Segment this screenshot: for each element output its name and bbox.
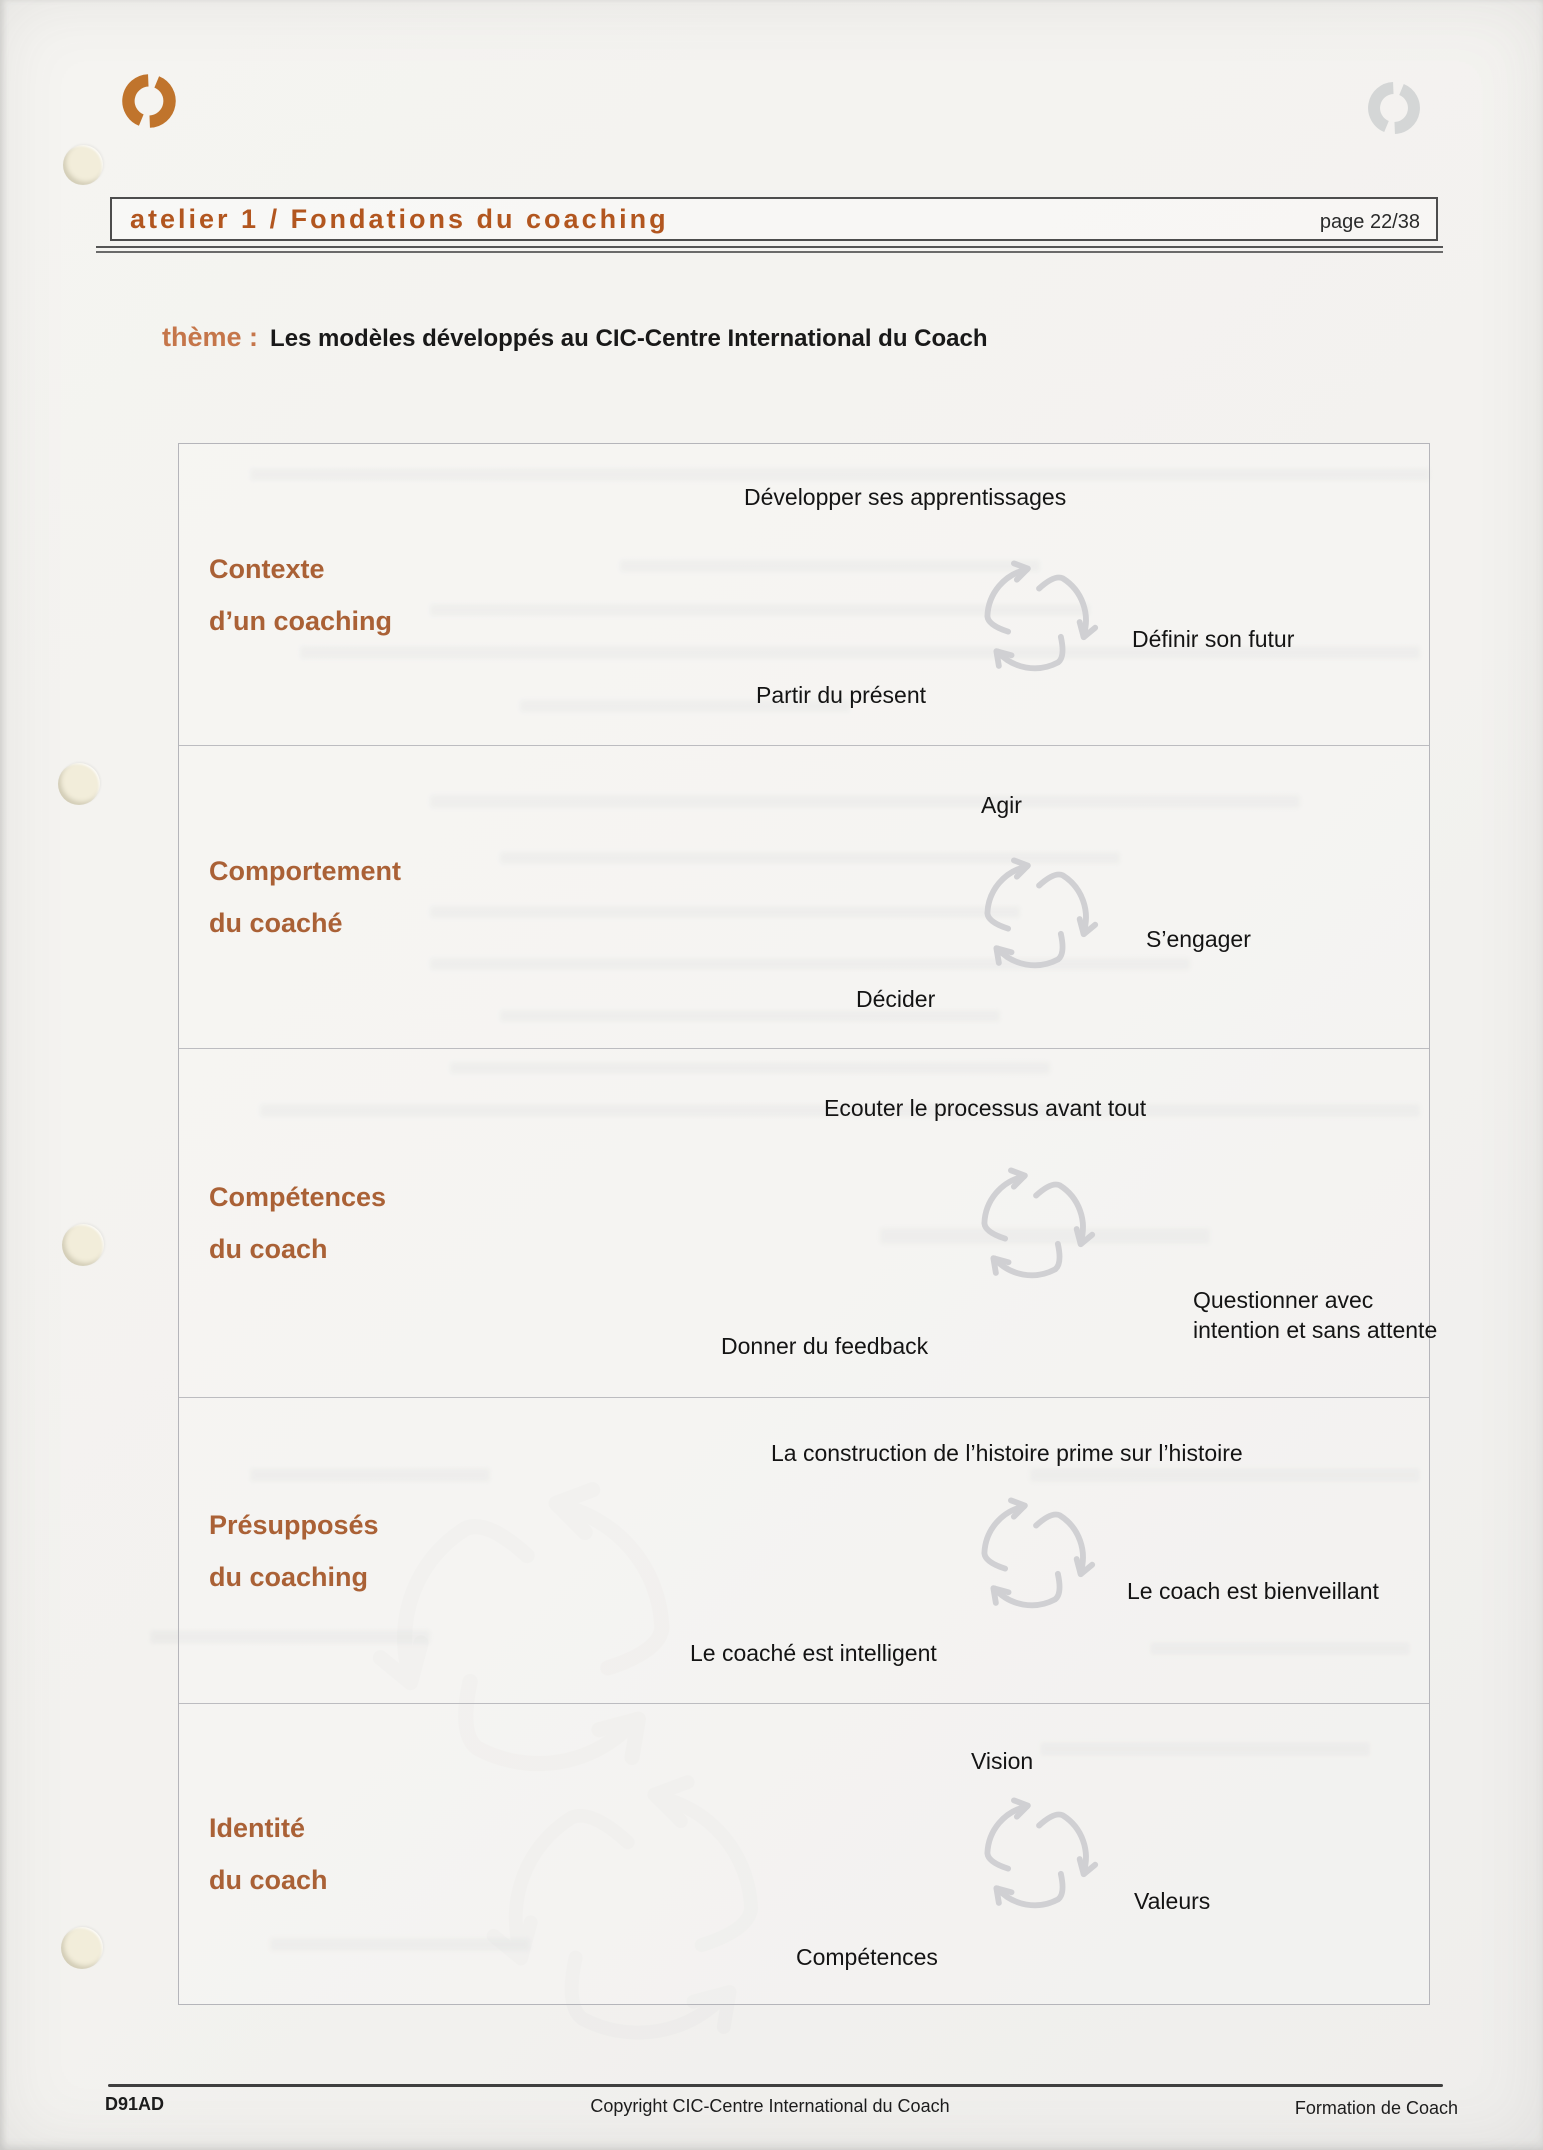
punch-hole (63, 145, 103, 185)
table-row-competences (179, 1049, 1438, 1398)
punch-hole (61, 1927, 103, 1969)
section-heading-line2: du coach (209, 1234, 328, 1264)
cycle-label-bottom: Donner du feedback (721, 1333, 929, 1359)
table-row-presupposes (179, 1398, 1429, 1704)
section-heading (179, 444, 519, 745)
cycle-label-right: Définir son futur (1132, 626, 1295, 652)
table-row-contexte (179, 444, 1429, 746)
section-heading-line2: d’un coaching (209, 605, 393, 636)
section-heading (179, 1398, 519, 1703)
workshop-header-bar (110, 197, 1438, 241)
cycle-label-right: Valeurs (1134, 1888, 1211, 1914)
models-table (178, 443, 1438, 2005)
section-heading (179, 746, 519, 1048)
cycle-arrows-icon (946, 1766, 1126, 1946)
cic-broken-circle-logo-icon (116, 68, 182, 134)
theme-line (162, 322, 988, 353)
cycle-label-top: Agir (981, 792, 1022, 818)
footer-copyright: Copyright CIC-Centre International du Coach (590, 2096, 950, 2116)
punch-hole (62, 1224, 104, 1266)
footer-doc-code: D91AD (105, 2094, 165, 2114)
cycle-arrows-icon (943, 1136, 1123, 1316)
section-heading-line1: Comportement (209, 856, 402, 886)
section-heading-line1: Présupposés (209, 1509, 379, 1540)
footer-program-name: Formation de Coach (1294, 2098, 1458, 2118)
section-heading-line2: du coaching (209, 1561, 369, 1592)
cycle-label-right: S’engager (1146, 926, 1251, 952)
section-heading-line2: du coach (209, 1865, 328, 1895)
section-heading (179, 1704, 519, 2004)
cycle-arrows-icon (946, 826, 1126, 1006)
cycle-label-bottom: Compétences (796, 1944, 938, 1970)
footer-rule (108, 2084, 1443, 2087)
page-number: page 22/38 (1319, 211, 1420, 233)
cycle-label-top: Développer ses apprentissages (744, 484, 1067, 510)
cycle-label-bottom: Partir du présent (756, 682, 927, 708)
cycle-label-bottom: Décider (856, 986, 936, 1012)
punch-hole (58, 763, 100, 805)
cycle-arrows-icon (943, 1466, 1123, 1646)
bleedthrough-logo-icon (1362, 76, 1426, 140)
section-heading-line1: Contexte (209, 553, 325, 584)
section-heading-line1: Compétences (209, 1182, 387, 1212)
header-double-rule (96, 246, 1443, 253)
workshop-title: atelier 1 / Fondations du coaching (130, 203, 669, 234)
section-heading (179, 1049, 519, 1397)
cycle-label-right: Questionner avec intention et sans attente (1193, 1287, 1438, 1343)
cycle-arrows-icon (946, 529, 1126, 709)
cycle-label-top: Ecouter le processus avant tout (824, 1095, 1147, 1121)
cycle-label-top: Vision (971, 1748, 1034, 1774)
section-heading-line2: du coaché (209, 908, 343, 938)
cycle-label-right: Le coach est bienveillant (1127, 1578, 1379, 1604)
theme-title: Les modèles développés au CIC-Centre International du Coach (270, 325, 988, 352)
theme-label: thème : (162, 322, 259, 352)
section-heading-line1: Identité (209, 1813, 306, 1843)
table-row-identite (179, 1704, 1429, 2004)
cycle-label-top: La construction de l’histoire prime sur l’histoire (771, 1440, 1243, 1466)
table-row-comportement (179, 746, 1429, 1049)
cycle-label-bottom: Le coaché est intelligent (690, 1640, 937, 1666)
